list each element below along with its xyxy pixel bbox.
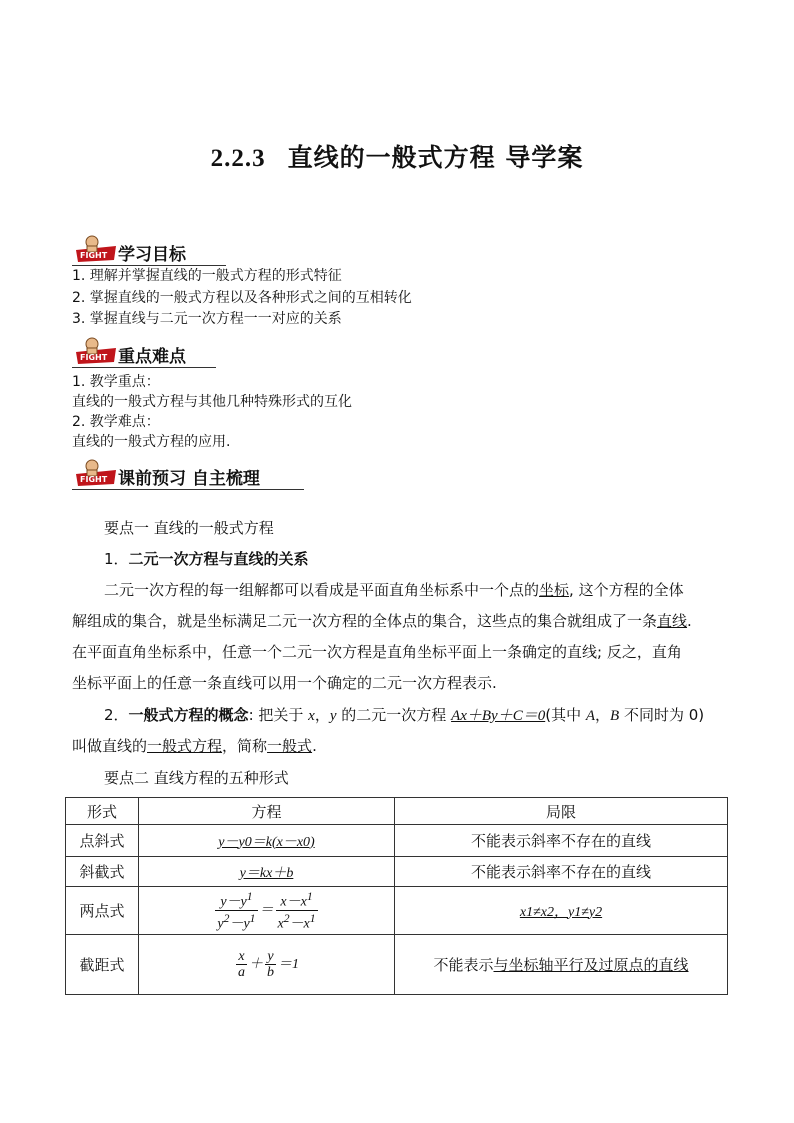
subheading-1-title: 二元一次方程与直线的关系	[128, 550, 309, 568]
table-row	[66, 825, 728, 857]
p5-var-x: x	[308, 708, 315, 724]
paragraph-line-5	[104, 700, 704, 732]
fist-badge-icon	[72, 336, 120, 366]
paragraph-line-2	[72, 606, 692, 637]
cell-form: 点斜式	[66, 825, 139, 857]
slope-intercept-equation: y＝kx＋b	[239, 865, 294, 881]
page-title	[0, 138, 794, 174]
section-preview-title: 课前预习 自主梳理	[118, 469, 260, 489]
cell-limit	[395, 935, 728, 995]
p6-underline-short: 一般式	[267, 737, 313, 755]
paragraph-line-3: 在平面直角坐标系中，任意一个二元一次方程是直角坐标平面上一条确定的直线; 反之，直角	[72, 643, 682, 661]
point-two-heading: 要点二 直线方程的五种形式	[104, 769, 289, 787]
cell-equation	[139, 825, 395, 857]
table-row	[66, 857, 728, 887]
table-header-limit: 局限	[395, 798, 728, 825]
key-item-1: 1. 教学重点：	[72, 374, 160, 390]
section-preview-header	[72, 458, 312, 490]
key-item-2: 直线的一般式方程与其他几种特殊形式的互化	[72, 394, 352, 410]
subheading-1-number: 1．	[104, 550, 129, 568]
goal-item-3: 3. 掌握直线与二元一次方程一一对应的关系	[72, 311, 342, 327]
table-row	[66, 935, 728, 995]
paragraph-line-6	[72, 731, 317, 762]
svg-text:FIGHT: FIGHT	[80, 353, 108, 362]
p5-var-y: y	[329, 708, 337, 724]
two-point-equation: $\frac{y-y^1}{y^2-y^1}$ ＝ $\frac{x-x^1}{x^2-x^1}$	[217, 890, 316, 932]
cell-form: 两点式	[66, 887, 139, 935]
p5-text-d: ，	[595, 706, 611, 724]
svg-text:FIGHT: FIGHT	[80, 251, 108, 260]
section-key-header	[72, 336, 222, 368]
p1-text-a: 二元一次方程的每一组解都可以看成是平面直角坐标系中一个点的	[104, 581, 540, 599]
paragraph-line-4: 坐标平面上的任意一条直线可以用一个确定的二元一次方程表示.	[72, 674, 497, 692]
p5-var-B: B	[610, 708, 620, 724]
title-text: 直线的一般式方程 导学案	[287, 143, 584, 172]
p2-text-b: .	[687, 612, 692, 630]
p1-text-b: , 这个方程的全体	[569, 581, 684, 599]
intercept-equation: $\frac{x}{a}$ ＋ $\frac{y}{b}$ ＝1	[238, 949, 299, 980]
table-header-equation: 方程	[139, 798, 395, 825]
p6-text-b: ，简称	[222, 737, 268, 755]
p2-text-a: 解组成的集合，就是坐标满足二元一次方程的全体点的集合，这些点的集合就组成了一条	[72, 612, 658, 630]
section-preview-underline	[72, 489, 304, 490]
goal-item-2: 2. 掌握直线的一般式方程以及各种形式之间的互相转化	[72, 290, 412, 306]
title-number: 2.2.3	[210, 145, 266, 172]
cell-form: 截距式	[66, 935, 139, 995]
p2-underline-line: 直线	[657, 612, 688, 630]
paragraph-line-1	[104, 575, 684, 606]
line-forms-table	[65, 797, 728, 995]
cell-equation	[139, 887, 395, 935]
cell-form: 斜截式	[66, 857, 139, 887]
key-item-3: 2. 教学难点：	[72, 414, 160, 430]
point-slope-equation: y－y0＝k(x－x0)	[218, 834, 315, 850]
two-point-limit: x1≠x2，y1≠y2	[519, 904, 603, 920]
p6-text-a: 叫做直线的	[72, 737, 148, 755]
cell-limit: 不能表示斜率不存在的直线	[395, 825, 728, 857]
subheading-2-title: 一般式方程的概念	[128, 706, 249, 724]
fist-badge-icon	[72, 234, 120, 264]
subheading-2-number: 2．	[104, 706, 129, 724]
section-key-underline	[72, 367, 216, 368]
subheading-1	[104, 544, 309, 575]
table-header-row	[66, 798, 728, 825]
section-key-title: 重点难点	[118, 347, 186, 367]
section-goals-header	[72, 234, 232, 266]
cell-equation	[139, 935, 395, 995]
p5-text-e: 不同时为 0)	[619, 706, 705, 724]
p5-sep: ，	[314, 706, 330, 724]
p6-text-c: .	[312, 737, 317, 755]
point-one-heading: 要点一 直线的一般式方程	[104, 519, 274, 537]
p5-var-A: A	[585, 708, 596, 724]
goal-item-1: 1. 理解并掌握直线的一般式方程的形式特征	[72, 268, 342, 284]
key-item-4: 直线的一般式方程的应用.	[72, 434, 231, 450]
cell-limit: 不能表示斜率不存在的直线	[395, 857, 728, 887]
p6-underline-general-form: 一般式方程	[147, 737, 223, 755]
table-header-form: 形式	[66, 798, 139, 825]
svg-text:FIGHT: FIGHT	[80, 475, 108, 484]
section-goals-title: 学习目标	[118, 245, 186, 265]
intercept-limit-prefix: 不能表示	[433, 956, 494, 974]
p5-text-a: : 把关于	[248, 706, 309, 724]
cell-limit	[395, 887, 728, 935]
p5-text-c: (其中	[545, 706, 586, 724]
intercept-limit-underline: 与坐标轴平行及过原点的直线	[493, 956, 689, 974]
p5-text-b: 的二元一次方程	[336, 706, 452, 724]
p1-underline-coordinate: 坐标	[539, 581, 570, 599]
fist-badge-icon	[72, 458, 120, 488]
p5-general-equation: Ax＋By＋C＝0	[451, 708, 546, 724]
table-row	[66, 887, 728, 935]
cell-equation	[139, 857, 395, 887]
